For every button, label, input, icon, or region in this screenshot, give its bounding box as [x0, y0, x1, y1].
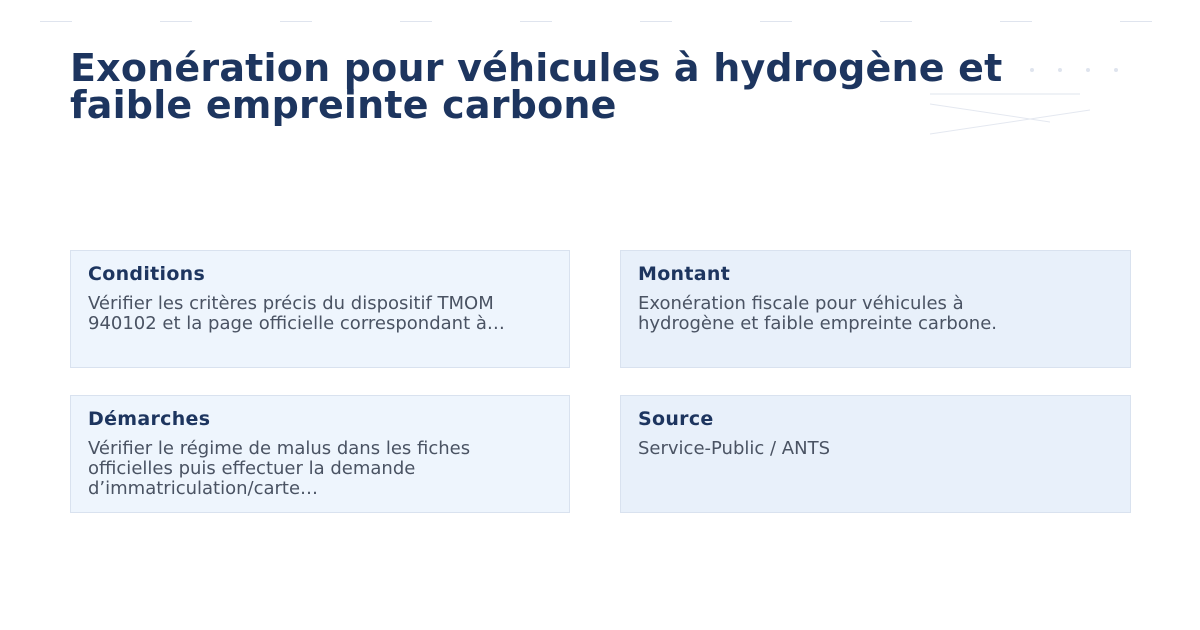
card-text-line: Vérifier le régime de malus dans les fiches	[88, 438, 471, 459]
card-title-demarches: Démarches	[88, 408, 211, 430]
border-dash	[1000, 21, 1032, 22]
border-dash	[160, 21, 192, 22]
card-text-line: Exonération fiscale pour véhicules à	[638, 293, 964, 314]
card-conditions	[70, 250, 570, 368]
page-title	[70, 46, 1050, 127]
border-dash	[760, 21, 792, 22]
card-text-line: Vérifier les critères précis du dispositif TMOM	[88, 293, 494, 314]
border-dash	[280, 21, 312, 22]
card-text-line: d’immatriculation/carte…	[88, 478, 319, 499]
card-text-line: Service-Public / ANTS	[638, 438, 830, 459]
border-dash	[880, 21, 912, 22]
card-title-conditions: Conditions	[88, 263, 206, 285]
border-dash	[640, 21, 672, 22]
deco-dot	[1058, 68, 1062, 72]
card-text-demarches	[88, 439, 552, 499]
top-dashed-border	[0, 21, 1200, 22]
deco-dot	[1114, 68, 1118, 72]
border-dash	[400, 21, 432, 22]
title-line-1: Exonération pour véhicules à hydrogène et	[70, 46, 1003, 90]
card-demarches	[70, 395, 570, 513]
border-dash	[40, 21, 72, 22]
card-title-montant: Montant	[638, 263, 731, 285]
card-text-line: 940102 et la page officielle correspondant à…	[88, 313, 505, 334]
border-dash	[520, 21, 552, 22]
border-dash	[1120, 21, 1152, 22]
card-text-source	[638, 439, 1113, 459]
title-line-2: faible empreinte carbone	[70, 83, 617, 127]
card-text-line: officielles puis effectuer la demande	[88, 458, 416, 479]
card-source	[620, 395, 1131, 513]
card-text-conditions	[88, 294, 552, 334]
card-title-source: Source	[638, 408, 714, 430]
card-montant	[620, 250, 1131, 368]
deco-dot	[1086, 68, 1090, 72]
card-text-montant	[638, 294, 1113, 334]
card-text-line: hydrogène et faible empreinte carbone.	[638, 313, 997, 334]
